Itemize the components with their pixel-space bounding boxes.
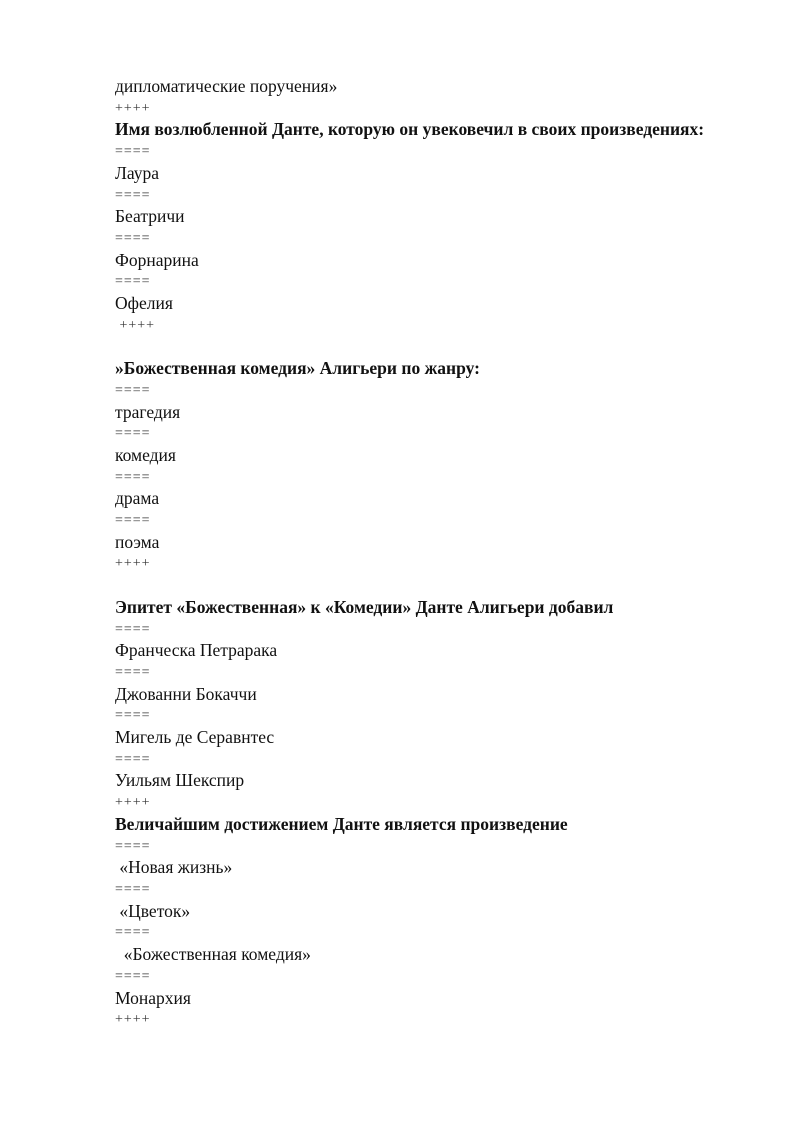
option-separator: ==== — [115, 469, 151, 485]
option-separator: ==== — [115, 426, 151, 442]
document-page — [115, 76, 715, 1031]
answer-option: драма — [115, 488, 160, 509]
question-block-4 — [115, 814, 715, 1031]
option-separator: ==== — [115, 513, 151, 529]
question-prompt: »Божественная комедия» Алигьери по жанру: — [115, 358, 480, 379]
option-separator: ==== — [115, 144, 151, 160]
question-end-marker: ++++ — [115, 100, 151, 116]
question-block-3 — [115, 597, 715, 814]
question-end-marker: ++++ — [115, 556, 151, 572]
question-end-marker: ++++ — [115, 317, 156, 333]
blank-line — [115, 336, 715, 358]
answer-option: «Божественная комедия» — [115, 944, 311, 965]
option-separator: ==== — [115, 751, 151, 767]
answer-option: Беатричи — [115, 206, 185, 227]
question-prompt: Имя возлюбленной Данте, которую он увековечил в своих произведениях: — [115, 119, 705, 140]
answer-option: Форнарина — [115, 249, 199, 270]
answer-option: трагедия — [115, 401, 181, 422]
option-separator: ==== — [115, 230, 151, 246]
answer-option: Джованни Бокаччи — [115, 683, 257, 704]
intro-tail-text: дипломатические поручения» — [115, 76, 338, 96]
option-separator: ==== — [115, 274, 151, 290]
option-separator: ==== — [115, 187, 151, 203]
option-separator: ==== — [115, 968, 151, 984]
answer-option: комедия — [115, 444, 176, 465]
option-separator: ==== — [115, 838, 151, 854]
answer-option: Монархия — [115, 987, 191, 1008]
answer-option: Мигель де Серавнтес — [115, 727, 275, 748]
option-separator: ==== — [115, 664, 151, 680]
answer-option: Уильям Шекспир — [115, 770, 245, 791]
answer-option: «Цветок» — [115, 900, 191, 921]
option-separator: ==== — [115, 621, 151, 637]
answer-option: Франческа Петрарака — [115, 640, 278, 661]
answer-option: «Новая жизнь» — [115, 857, 233, 878]
option-separator: ==== — [115, 708, 151, 724]
blank-line — [115, 575, 715, 597]
option-separator: ==== — [115, 382, 151, 398]
answer-option: Офелия — [115, 293, 173, 314]
question-end-marker: ++++ — [115, 1012, 151, 1028]
question-prompt: Эпитет «Божественная» к «Комедии» Данте Алигьери добавил — [115, 596, 614, 617]
question-prompt: Величайшим достижением Данте является произведение — [115, 813, 568, 834]
question-end-marker: ++++ — [115, 795, 151, 811]
answer-option: Лаура — [115, 162, 160, 183]
option-separator: ==== — [115, 925, 151, 941]
answer-option: поэма — [115, 531, 160, 552]
question-block-1 — [115, 119, 715, 336]
question-block-2 — [115, 358, 715, 575]
option-separator: ==== — [115, 881, 151, 897]
